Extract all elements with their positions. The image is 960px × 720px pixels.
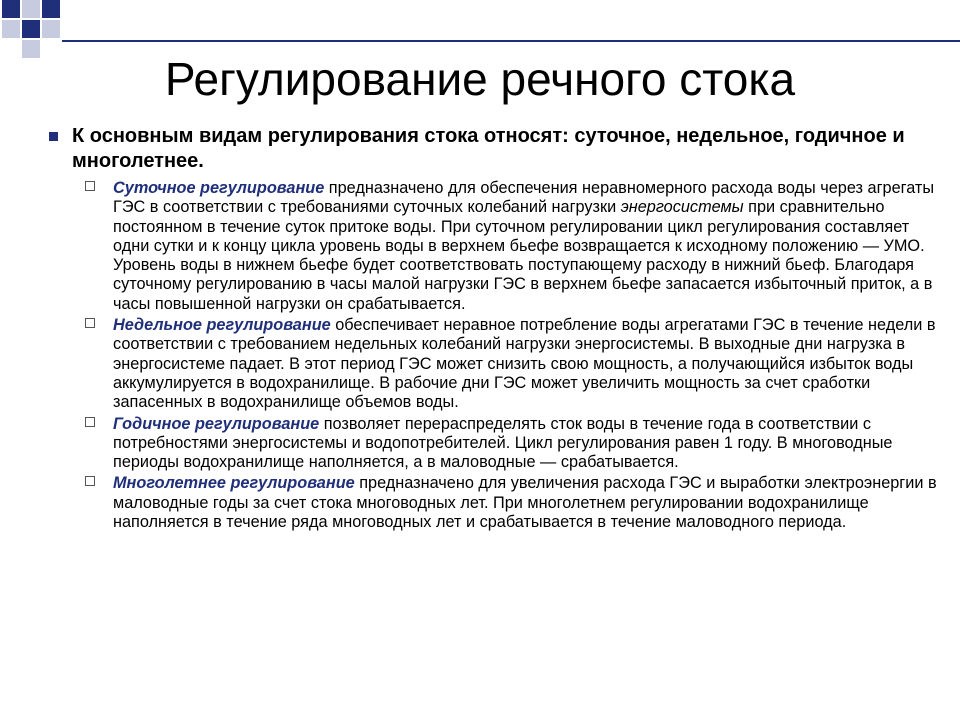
deco-square	[42, 20, 60, 38]
sub-point-daily	[113, 179, 943, 314]
header-rule	[62, 40, 960, 42]
deco-square	[2, 20, 20, 38]
deco-square	[2, 0, 20, 18]
deco-square	[22, 20, 40, 38]
slide-title: Регулирование речного стока	[164, 53, 796, 105]
sub-point-text: обеспечивает неравное потребление воды агрегатами ГЭС в течение недели в соответствии с требованием недельных колебаний нагрузки энергосистемы. В выходные дни нагрузка в энергосистеме падает. В этот период ГЭС может снизить свою мощность, а получающийся избыток воды аккумулируется в водохранилище. В рабочие дни ГЭС может увеличить мощность за счет сработки запасенных в водохранилище объемов воды.	[113, 316, 936, 412]
sub-point-lead: Годичное регулирование	[113, 414, 320, 433]
main-point	[70, 124, 950, 174]
deco-square	[42, 0, 60, 18]
sub-point-emphasis: энергосистемы	[620, 198, 744, 217]
hollow-square-bullet-icon	[85, 181, 95, 191]
hollow-square-bullet-icon	[85, 417, 95, 427]
sub-point-text: предназначено для увеличения расхода ГЭС и выработки электроэнергии в маловодные годы за счет стока многоводных лет. При многолетнем регулировании водохранилище наполняется в течение ряда многоводных лет и срабатывается в течение маловодного периода.	[113, 474, 937, 532]
deco-square	[22, 0, 40, 18]
square-bullet-icon	[49, 132, 58, 141]
sub-point-text: при сравнительно постоянном в течение суток притоке воды. При суточном регулировании цикл регулирования составляет одни сутки и к концу цикла уровень воды в верхнем бьефе возвращается к исходному положению — УМО. Уровень воды в нижнем бьефе будет соответствовать поступающему расходу в нижний бьеф. Благодаря суточному регулированию в часы малой нагрузки ГЭС в верхнем бьефе запасается избыточный приток, а в часы повышенной нагрузки он срабатывается.	[113, 198, 933, 313]
sub-point-lead: Недельное регулирование	[113, 316, 331, 335]
sub-point-lead: Многолетнее регулирование	[113, 474, 355, 493]
sub-point-text: предназначено для обеспечения неравномерного расхода воды через агрегаты ГЭС в соответствии с требованиями суточных колебаний нагрузки	[113, 179, 935, 217]
main-point-text: К основным видам регулирования стока относят: суточное, недельное, годичное и многолетнее.	[72, 125, 905, 172]
sub-point-weekly	[113, 316, 943, 412]
hollow-square-bullet-icon	[85, 476, 95, 486]
hollow-square-bullet-icon	[85, 318, 95, 328]
sub-point-multiyear	[113, 474, 943, 532]
sub-point-lead: Суточное регулирование	[113, 179, 325, 197]
sub-point-text: позволяет перераспределять сток воды в течение года в соответствии с потребностями энергосистемы и водопотребителей. Цикл регулирования равен 1 году. В многоводные периоды водохранилище наполняется, а в маловодные — срабатывается.	[113, 414, 893, 472]
slide-content	[70, 124, 950, 532]
sub-point-annual	[113, 415, 943, 473]
